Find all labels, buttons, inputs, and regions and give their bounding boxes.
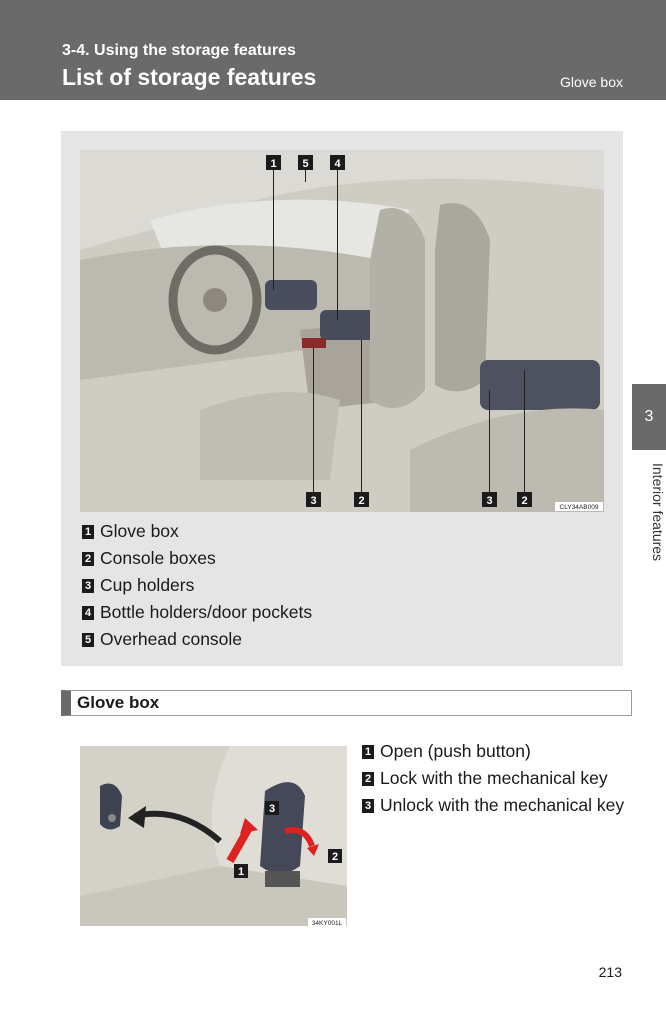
list-item [362,765,624,792]
legend-label: Console boxes [100,548,216,568]
list-label: Lock with the mechanical key [380,768,608,788]
callout: 1 [237,866,245,878]
list-number: 3 [362,799,374,813]
callout: 5 [302,158,309,170]
figure-code: 34KY001L [311,920,343,926]
list-label: Open (push button) [380,741,531,761]
page-number: 213 [598,964,622,980]
figure-code: CLY34AB009 [559,504,599,511]
section-title: 3-4. Using the storage features [62,42,296,59]
legend-item [82,545,312,572]
legend-item [82,626,312,653]
list-item [362,792,624,819]
legend-number: 4 [82,606,94,620]
list-item [362,738,624,765]
glove-box-list [362,738,624,819]
callout: 3 [268,803,276,815]
callout: 4 [334,158,341,170]
callout: 3 [310,495,317,507]
legend-label: Glove box [100,521,179,541]
chapter-tab: 3 [632,384,666,450]
legend-number: 3 [82,579,94,593]
legend-label: Overhead console [100,629,243,649]
chapter-label: Interior features [650,463,666,562]
storage-legend [82,518,312,653]
legend-number: 2 [82,552,94,566]
legend-label: Cup holders [100,575,195,595]
legend-number: 5 [82,633,94,647]
glove-box-heading [61,690,632,716]
list-label: Unlock with the mechanical key [380,795,625,815]
list-number: 1 [362,745,374,759]
legend-number: 1 [82,525,94,539]
page-header [0,0,666,100]
legend-item [82,572,312,599]
callout: 3 [486,495,493,507]
callout: 2 [358,495,365,507]
page-title: List of storage features [62,64,317,90]
glove-box-photo [80,746,347,926]
legend-label: Bottle holders/door pockets [100,602,313,622]
callout: 2 [331,851,339,863]
page-subtitle: Glove box [559,74,623,90]
legend-item [82,518,312,545]
glove-box-heading-text: Glove box [77,693,160,712]
interior-photo [80,150,604,512]
callout: 2 [521,495,528,507]
legend-item [82,599,312,626]
callout: 1 [270,158,277,170]
list-number: 2 [362,772,374,786]
